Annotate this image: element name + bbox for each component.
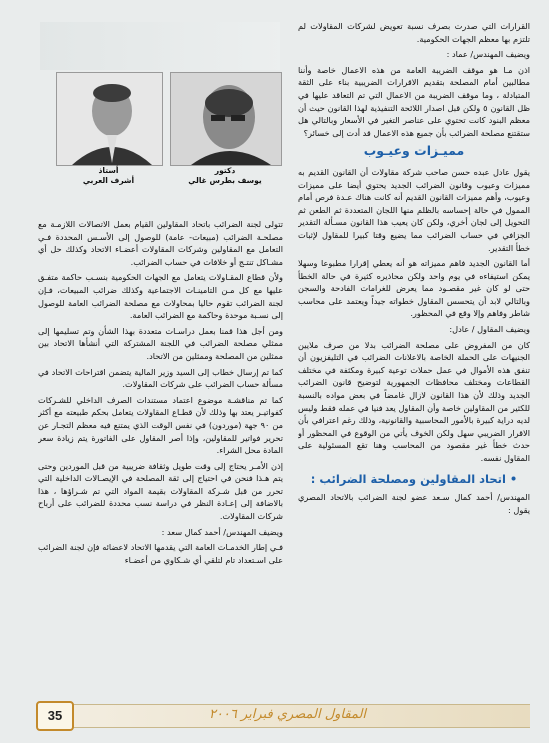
right-column [298, 20, 530, 680]
paragraph: فـي إطار الخدمـات العامة التي يقدمها الاتحاد لاعضائه فإن لجنة الضرائب على اسـتعداد تام لتلقي أي شـكاوي من أعضـاء [38, 542, 283, 565]
portrait-photo [56, 72, 163, 166]
photo-caption [170, 166, 280, 186]
page-footer [0, 690, 549, 743]
header-decoration [40, 22, 280, 70]
caption-title: دكتور [214, 166, 236, 175]
paragraph: كان من المفروض على مصلحة الضرائب بدلا من صرف ملايين الجنيهات على الحملة الخاصة بالاعلانات الضرائب في التليفزيون أن تنفق هذه الأموال في عمل حملات توعية كبيرة ومكثفة في مختلف القطاعات ومختلف محافظات الجمهورية لتوضيح قانون الضرائب الجديد وذلك لأن هذا القانون لازال غامضاً في بعض مواده بالنسبة للكثير من المقاولين خاصة وأن المقاول يعد فنيا في عمله فقط وليس لديه دراية كبيرة بالأمور المحاسبية والقانونية، وذلك رغم اعترافي بأن الاقرار الضريبي سهل ولكن الخوف يأتي من الوقوع في المحظور أو حدث خطأ غير مقصود من المحاسب وهنا تقع المسئولية على المقاول نفسه. [298, 339, 530, 463]
paragraph: المهندس/ أحمد كمال سـعد عضو لجنة الضرائب بالاتحاد المصري يقول : [298, 492, 530, 515]
paragraph: ويضيف المهندس/ عماد : [446, 49, 530, 60]
caption-name: يوسف بطرس غالي [188, 176, 262, 185]
photo-caption [56, 166, 161, 186]
paragraph: القرارات التي صدرت بصرف نسبة تعويض لشركات المقاولات لم تلتزم بها معظم الجهات الحكومية. [298, 21, 530, 44]
paragraph: أما القانون الجديد فاهم مميزاته هو أنه يعطي إقرارا مطبوعا وسهلا يمكن استيفاءه في يوم واحد ولكن محاذيره كثيرة في حالة الخطأ حتى لو كان غير مقصـود مما يعرض للغرامات الفادحة والسجن وبالتالي لابد أن يتحسس المقاول خطواته جيداً ويعتمد على محاسب شاطر وفاهم وإلا وقع في المحظور. [298, 258, 530, 319]
caption-name: أشرف العربي [82, 176, 135, 185]
section-heading [298, 473, 530, 486]
section-heading-text: اتحاد المقاولين ومصلحة الضرائب : [310, 471, 506, 486]
magazine-title: المقاول المصري فبراير ٢٠٠٦ [208, 707, 367, 722]
portrait-photo [170, 72, 282, 166]
paragraph: يقول عادل عبده حسن صاحب شركة مقاولات أن القانون القديم به مميزات وعيوب وقانون الضرائب الجديد يحتوي أيضا على مميزات وعيوب، وأهم مميزات القانون القديم أنه كانت هناك عـدة فرص أمام الممول في حالة إحساسه بالظلم منها اللجان المتعددة ثم الطعن ثم التحويل إلى لجان أخري، ولكن كان يعيب هذا القانون مسـألة التقدير الجزافي في حساب الضرائب مما يضيع وقتا كبيرا للمقاول لإثبات خطأ التقدير. [298, 166, 530, 253]
paragraph: اذن مـا هو موقف الضريبة العامة من هذه الاعمال خاصة وأننا مطالبين أمام المصلحة بتقديم الاقرارات الضريبية بناء على الثقة المتبادلة ، وما موقف الضريبة من الاعمال التي تم التعاقد عليها في ظل القانون ٥ ولكن قبل اصدار اللائحة التنفيذية لهذا القانون حيث أن معظم البنود كانت تحتوي على عناصر التغير في الأسعار وبالتالي هل ستقتنع مصلحة الضرائب بأن جميع هذه الاعمال قد أدت إلى خسائر؟ [298, 64, 530, 138]
paragraph: كما تم مناقشـة موضوع اعتماد مستندات الصرف الداخلي للشـركات كفواتيـر يعتد بها وذلك لأن قطـاع المقاولات يتعامل بحكم طبيعته مع أكثر من ٩٠ جهة (موردون) في نفس الوقت الذي يمتنع فيه معظم التجـار عن تحرير فواتير للمقاولين، وإذا أصر المقاول على الفاتورة يتم زيادة سعر المادة محل الشراء. [38, 394, 283, 456]
section-heading: مميـزات وعيـوب [363, 143, 465, 159]
paragraph: تتولى لجنة الضرائب باتحاد المقاولين القيام بعمل الاتصالات اللازمـة مع مصلحـة الضرائب (مبيعات- عامة) للوصول إلى الأسـس المحددة فـي التعامل مع المقاولين وشركات المقاولات أعضـاء الاتحاد وكذلك حل أي مشـاكل تنتـج أو خلافات في حساب الضرائب. [38, 219, 283, 267]
paragraph: ويضيف المهندس/ أحمد كمال سعد : [161, 526, 283, 537]
bullet-icon: • [505, 471, 518, 486]
paragraph: ويضيف المقاول / عادل: [449, 324, 530, 335]
paragraph: ومن أجل هذا قمنا بعمل دراسـات متعددة بهذا الشأن وتم تسليمها إلى ممثلي مصلحة الضرائب في اللجنة المشتركة التي أنشأها الاتحاد بين ممثلين من المصلحة وممثلين من الاتحاد. [38, 325, 283, 361]
paragraph: ولأن قطاع المقـاولات يتعامل مع الجهات الحكومية بنسـب حاكمة متفـق عليها مع كل مـن التامينـات الاجتماعية وكذلك ضرائب المبيعات، فـإن لجنة الضرائب تقوم حاليا بمحاولات مع مصلحة الضرائب العامة للوصول إلى نسـبة موحدة وحاكمة مع الضرائب العامة. [38, 272, 283, 321]
left-column [38, 218, 283, 680]
caption-title: أستاذ [98, 166, 119, 175]
page-number: 35 [36, 701, 74, 731]
paragraph: كما تم إرسال خطاب إلى السيد وزير المالية يتضمن اقتراحات الاتحاد في مسألة حساب الضرائب على شركات المقاولات. [38, 366, 283, 390]
portrait-image [57, 73, 162, 165]
portrait-image [171, 73, 281, 165]
paragraph: إذن الأمـر يحتاج إلى وقت طويل وثقافة ضريبية من قبل الموردين وحتى يتم هـذا فنحن في احتياج إلى ثقة المصلحة في الإيصـالات الداخلية التي تحرر من قبل شـركة المقاولات بقيمة المواد التي تم شـراؤها ، هذا بالاضافة إلى إعـادة النظر في دراسة نسب محددة للضرائب على أرباح شركات المقاولات. [38, 460, 283, 522]
